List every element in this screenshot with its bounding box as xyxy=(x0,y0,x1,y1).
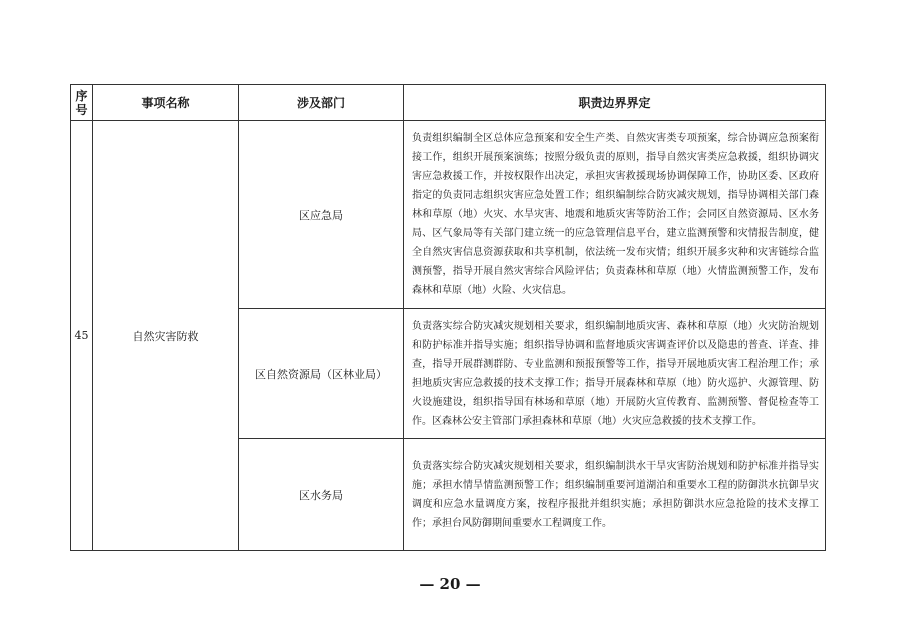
duty-cell: 负责组织编制全区总体应急预案和安全生产类、自然灾害类专项预案，综合协调应急预案衔接工作，组织开展预案演练；按照分级负责的原则，指导自然灾害类应急救援，组织协调灾害应急救援工作，并按权限作出决定，承担灾害救援现场协调保障工作，协助区委、区政府指定的负责同志组织灾害应急处置工作；组织编制综合防灾减灾规划，指导协调相关部门森林和草原（地）火灾、水旱灾害、地震和地质灾害等防治工作；会同区自然资源局、区水务局、区气象局等有关部门建立统一的应急管理信息平台，建立监测预警和灾情报告制度，健全自然灾害信息资源获取和共享机制，依法统一发布灾情；组织开展多灾种和灾害链综合监测预警，指导开展自然灾害综合风险评估；负责森林和草原（地）火情监测预警工作，发布森林和草原（地）火险、火灾信息。 xyxy=(404,121,826,309)
dept-cell: 区自然资源局（区林业局） xyxy=(239,309,404,439)
header-dept: 涉及部门 xyxy=(239,85,404,121)
duty-cell: 负责落实综合防灾减灾规划相关要求，组织编制地质灾害、森林和草原（地）火灾防治规划和防护标准并指导实施；组织指导协调和监督地质灾害调查评价以及隐患的普查、详查、排查，指导开展群测群防、专业监测和预报预警等工作，指导开展地质灾害工程治理工作；承担地质灾害应急救援的技术支撑工作；指导开展森林和草原（地）防火巡护、火源管理、防火设施建设，组织指导国有林场和草原（地）开展防火宣传教育、监测预警、督促检查等工作。区森林公安主管部门承担森林和草原（地）火灾应急救援的技术支撑工作。 xyxy=(404,309,826,439)
row-seq: 45 xyxy=(71,121,93,551)
dept-cell: 区应急局 xyxy=(239,121,404,309)
header-seq-line2: 号 xyxy=(75,102,88,117)
table-row xyxy=(71,121,826,309)
duty-boundary-table xyxy=(70,84,826,551)
header-duty: 职责边界界定 xyxy=(404,85,826,121)
header-seq xyxy=(71,85,93,121)
row-item-name: 自然灾害防救 xyxy=(93,121,239,551)
header-item: 事项名称 xyxy=(93,85,239,121)
duty-cell: 负责落实综合防灾减灾规划相关要求，组织编制洪水干旱灾害防治规划和防护标准并指导实施；承担水情旱情监测预警工作；组织编制重要河道湖泊和重要水工程的防御洪水抗御旱灾调度和应急水量调度方案，按程序报批并组织实施；承担防御洪水应急抢险的技术支撑工作；承担台风防御期间重要水工程调度工作。 xyxy=(404,439,826,551)
page-number: — 20 — xyxy=(419,575,481,593)
dept-cell: 区水务局 xyxy=(239,439,404,551)
table-header-row xyxy=(71,85,826,121)
header-seq-line1: 序 xyxy=(75,88,88,103)
